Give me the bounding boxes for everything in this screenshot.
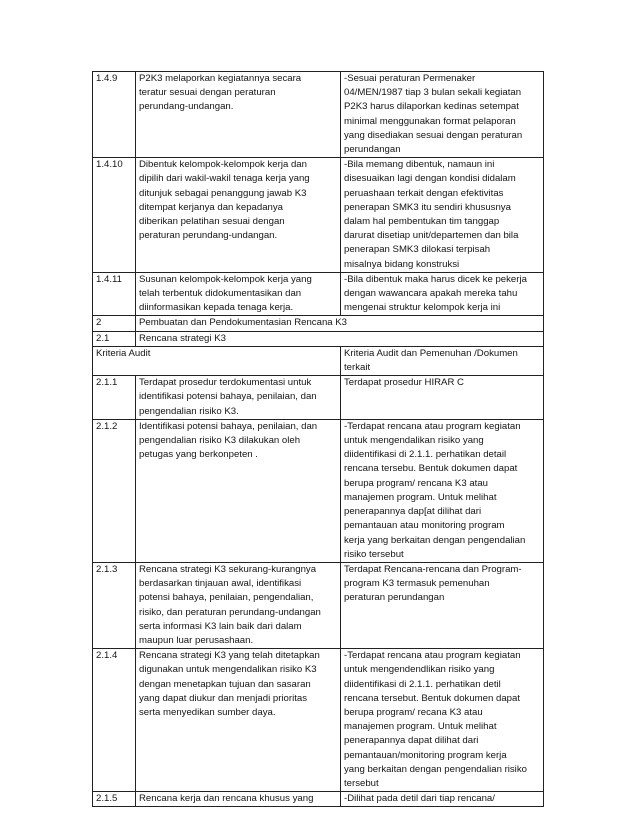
row-number: 2.1.2 (93, 419, 136, 562)
evidence-cell: Terdapat prosedur HIRAR C (341, 376, 544, 420)
criteria-cell: Dibentuk kelompok-kelompok kerja dan dipilih dari wakil-wakil tenaga kerja yang ditunjuk sebagai penanggung jawab K3 ditempat kerjanya dan kepadanya diberikan pelatihan sesuai dengan peraturan perundang-undangan. (136, 158, 341, 273)
criteria-cell: Susunan kelompok-kelompok kerja yang telah terbentuk didokumentasikan dan diinformasikan kepada tenaga kerja. (136, 272, 341, 316)
table-row (93, 562, 544, 648)
criteria-cell: Rencana kerja dan rencana khusus yang (136, 792, 341, 807)
subsection-number: 2.1 (93, 331, 136, 346)
table-row (93, 158, 544, 273)
row-number: 2.1.1 (93, 376, 136, 420)
criteria-cell: Identifikasi potensi bahaya, penilaian, dan pengendalian risiko K3 dilakukan oleh petugas yang berkonpeten . (136, 419, 341, 562)
row-number: 2.1.3 (93, 562, 136, 648)
header-criteria: Kriteria Audit (93, 346, 341, 375)
table-row (93, 792, 544, 807)
header-row (93, 346, 544, 375)
row-number: 2.1.5 (93, 792, 136, 807)
row-number: 1.4.9 (93, 72, 136, 158)
evidence-cell: -Bila memang dibentuk, namaun ini disesuaikan lagi dengan kondisi didalam peruashaan terkait dengan efektivitas penerapan SMK3 itu sendiri khususnya dalam hal pembentukan tim tanggap darurat disetiap unit/departemen dan bila penerapan SMK3 dilokasi terpisah misalnya bidang konstruksi (341, 158, 544, 273)
row-number: 1.4.11 (93, 272, 136, 316)
criteria-cell: Rencana strategi K3 yang telah ditetapkan digunakan untuk mengendalikan risiko K3 dengan menetapkan tujuan dan sasaran yang dapat diukur dan menjadi prioritas serta menyedikan sumber daya. (136, 649, 341, 792)
section-row (93, 316, 544, 331)
header-evidence: Kriteria Audit dan Pemenuhan /Dokumen terkait (341, 346, 544, 375)
evidence-cell: -Bila dibentuk maka harus dicek ke pekerja dengan wawancara apakah mereka tahu mengenai struktur kelompok kerja ini (341, 272, 544, 316)
audit-criteria-table (92, 71, 544, 807)
table-row (93, 419, 544, 562)
criteria-cell: Terdapat prosedur terdokumentasi untuk identifikasi potensi bahaya, penilaian, dan pengendalian risiko K3. (136, 376, 341, 420)
table-row (93, 376, 544, 420)
section-title: Pembuatan dan Pendokumentasian Rencana K3 (136, 316, 544, 331)
row-number: 2.1.4 (93, 649, 136, 792)
row-number: 1.4.10 (93, 158, 136, 273)
table-row (93, 272, 544, 316)
evidence-cell: -Sesuai peraturan Permenaker 04/MEN/1987 tiap 3 bulan sekali kegiatan P2K3 harus dilaporkan kedinas setempat minimal menggunakan format pelaporan yang disediakan sesuai dengan peraturan perundangan (341, 72, 544, 158)
evidence-cell: -Terdapat rencana atau program kegiatan untuk mengendendlikan risiko yang diidentifikasi di 2.1.1. perhatikan detil rencana tersebut. Bentuk dokumen dapat berupa program/ recana K3 atau manajemen program. Untuk melihat penerapannya dapat dilihat dari pemantauan/monitoring program kerja yang berkaitan dengan pengendalian risiko tersebut (341, 649, 544, 792)
section-number: 2 (93, 316, 136, 331)
criteria-cell: P2K3 melaporkan kegiatannya secara teratur sesuai dengan peraturan perundang-undangan. (136, 72, 341, 158)
subsection-title: Rencana strategi K3 (136, 331, 544, 346)
table-row (93, 649, 544, 792)
evidence-cell: -Terdapat rencana atau program kegiatan untuk mengendalikan risiko yang diidentifikasi di 2.1.1. perhatikan detail rencana tersebu. Bentuk dokumen dapat berupa program/ rencana K3 atau manajemen program. Untuk melihat penerapannya dap[at dilihat dari pemantauan atau monitoring program kerja yang berkaitan dengan pengendalian risiko tersebut (341, 419, 544, 562)
table-row (93, 72, 544, 158)
subsection-row (93, 331, 544, 346)
evidence-cell: Terdapat Rencana-rencana dan Program- program K3 termasuk pemenuhan peraturan perundangan (341, 562, 544, 648)
evidence-cell: -Dilihat pada detil dari tiap rencana/ (341, 792, 544, 807)
criteria-cell: Rencana strategi K3 sekurang-kurangnya berdasarkan tinjauan awal, identifikasi potensi bahaya, penilaian, pengendalian, risiko, dan peraturan perundang-undangan serta informasi K3 lain baik dari dalam maupun luar perusashaan. (136, 562, 341, 648)
